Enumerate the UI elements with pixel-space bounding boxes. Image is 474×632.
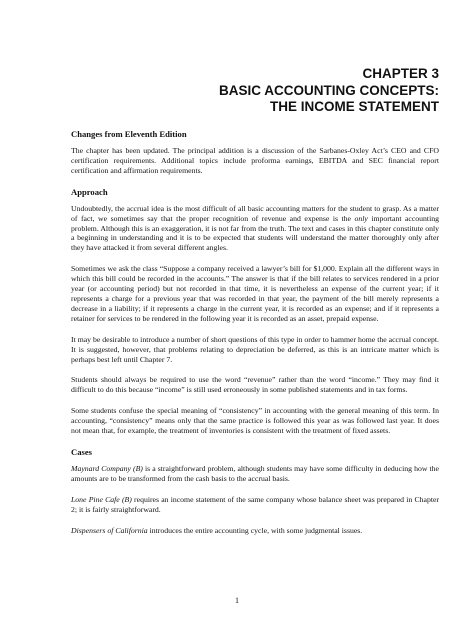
- paragraph: [71, 146, 439, 176]
- paragraph: [71, 526, 439, 536]
- chapter-title-line-1: BASIC ACCOUNTING CONCEPTS:: [218, 82, 439, 98]
- paragraph-text: requires an income statement of the same company whose balance sheet was prepared in Chapter 2; it is fairly straightforward.: [71, 494, 439, 514]
- emphasis-text: only: [354, 213, 368, 223]
- section-cases: [71, 447, 439, 536]
- paragraph: [71, 495, 439, 515]
- case-name: Maynard Company (B): [71, 463, 143, 473]
- paragraph: Students should always be required to use the word “revenue” rather than the word “income.” They may find it difficult to do this because “income” is still used erroneously in some published statements and in tax forms.: [71, 375, 439, 395]
- paragraph-text: important accounting problem. Although this is an exaggeration, it is not far from the truth. The text and cases in this chapter constitute only a beginning in understanding and it is to be expected that students will understand the matter thoroughly only after they have attacked it from several different angles.: [71, 213, 439, 253]
- paragraph-text: Undoubtedly, the accrual idea is the most difficult of all basic accounting matters for the student to grasp. As a matter of fact, we sometimes say that the proper recognition of revenue and expense is the: [71, 203, 439, 223]
- case-name: Lone Pine Cafe (B): [71, 494, 132, 504]
- section-heading-approach: Approach: [71, 186, 108, 197]
- paragraph: [71, 464, 439, 484]
- chapter-title-line-2: THE INCOME STATEMENT: [270, 99, 439, 114]
- paragraph-text: The chapter has been updated. The principal addition is a discussion of the Sarbanes-Oxley Act’s CEO and CFO certification requirements. Additional topics include proforma earnings, EBITDA and SEC financial report certification and affirmation requirements.: [71, 146, 439, 175]
- chapter-title: [219, 66, 439, 116]
- paragraph: It may be desirable to introduce a number of short questions of this type in order to hammer home the accrual concept. It is suggested, however, that problems relating to depreciation be deferred, as this is an intricate matter which is perhaps best left until Chapter 7.: [71, 334, 439, 364]
- chapter-number: CHAPTER 3: [362, 66, 439, 81]
- section-heading-changes: Changes from Eleventh Edition: [71, 129, 187, 139]
- paragraph-text: introduces the entire accounting cycle, with some judgmental issues.: [147, 525, 363, 535]
- section-approach: [71, 187, 439, 436]
- paragraph-text: is a straightforward problem, although students may have some difficulty in deducing how the amounts are to be transformed from the cash basis to the accrual basis.: [71, 463, 439, 483]
- page-number: 1: [235, 596, 239, 605]
- paragraph: [71, 204, 439, 254]
- document-body: [71, 129, 439, 546]
- section-heading-cases: Cases: [71, 446, 93, 457]
- paragraph: Some students confuse the special meaning of “consistency” in accounting with the general meaning of this term. In accounting, “consistency” means only that the same practice is followed this year as was followed last year. It does not mean that, for example, the treatment of inventories is consistent with the treatment of fixed assets.: [71, 406, 439, 436]
- paragraph: Sometimes we ask the class “Suppose a company received a lawyer’s bill for $1,000. Explain all the different ways in which this bill could be recorded in the accounts.” The answer is that if the bill relates to services rendered in a prior year (or accounting period) but not recorded in that time, it is nevertheless an expense of the current year; if it represents a charge for a previous year that was recorded in that year, the payment of the bill merely represents a decrease in a liability; if it represents a charge in the current year, it is recorded as an expense; and if it represents a retainer for services to be rendered in the following year it is recorded as an asset, prepaid expense.: [71, 264, 439, 323]
- case-name: Dispensers of California: [71, 525, 148, 535]
- section-changes: [71, 129, 439, 176]
